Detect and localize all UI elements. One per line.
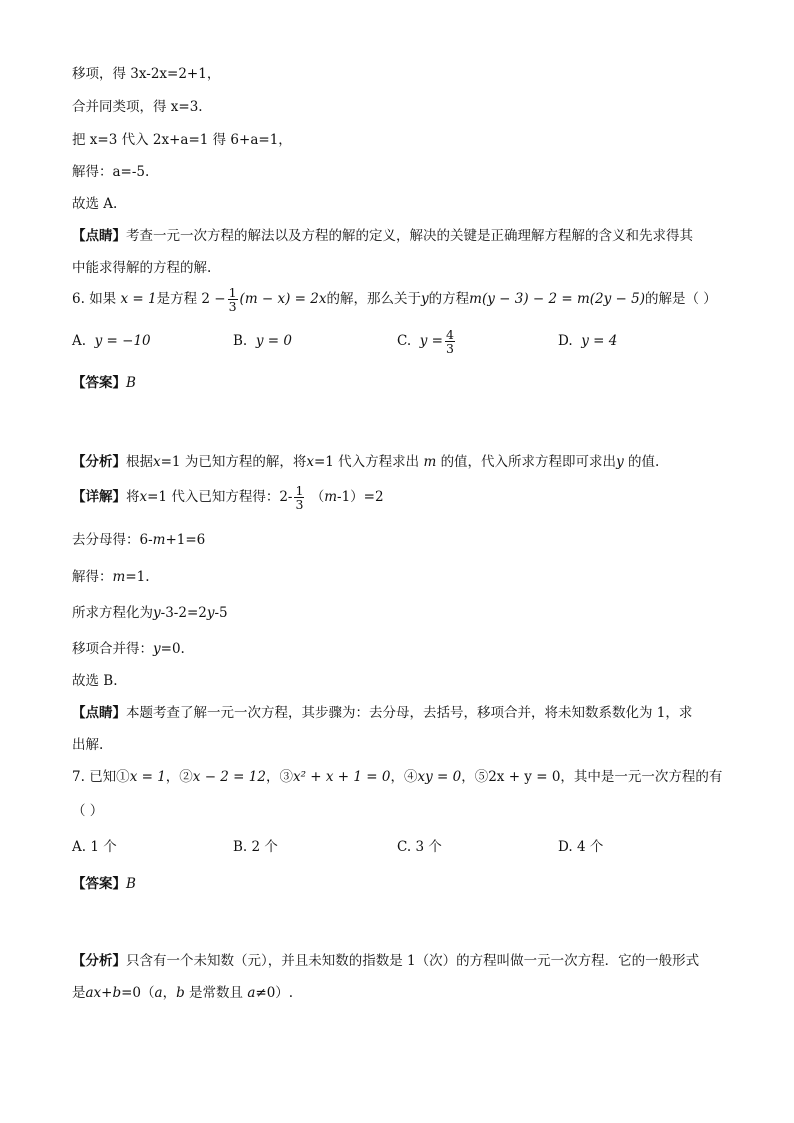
math-expression: x = 1: [120, 291, 157, 307]
option-c: C. y = $\frac{4}{3}$: [397, 327, 454, 356]
answer-tag: 【答案】: [72, 375, 126, 391]
math-expression: (m − x) = 2x: [239, 291, 327, 307]
solution-line: 把 x=3 代入 2x+a=1 得 6+a=1，: [72, 132, 292, 148]
note-text: 考查一元一次方程的解法以及方程的解的定义，解决的关键是正确理解方程解的含义和先求得其: [126, 228, 693, 244]
option-d: D. y = 4: [558, 333, 618, 349]
note-paragraph: [72, 226, 693, 246]
question-text: 的解是（ ）: [645, 291, 717, 307]
note-tag: 【点睛】: [72, 228, 126, 244]
answer-line: 【答案】B: [72, 876, 136, 892]
analysis-paragraph: 【分析】只含有一个未知数（元），并且未知数的指数是 1（次）的方程叫做一元一次方程．它的一般形式: [72, 953, 700, 969]
math-variable: y: [421, 291, 429, 307]
analysis-paragraph-cont: 是ax+b=0（a，b 是常数且 a≠0）.: [72, 985, 294, 1001]
analysis-paragraph: 【分析】根据x=1 为已知方程的解，将x=1 代入方程求出 m 的值，代入所求方程即可求出y 的值.: [72, 454, 660, 470]
option-d: D. 4 个: [558, 839, 604, 855]
question-text: 的解，那么关于: [326, 291, 421, 307]
question-text: 如果: [89, 291, 117, 307]
step-line: 解得：m=1.: [72, 569, 150, 585]
answer-line: [72, 373, 136, 393]
option-a: A. 1 个: [72, 839, 117, 855]
fraction-denominator: 3: [228, 299, 237, 314]
solution-line: 故选 A.: [72, 196, 118, 212]
solution-line: 解得：a=-5.: [72, 164, 150, 180]
option-b: B. y = 0: [233, 333, 292, 349]
question-7: 7. 已知①x = 1，②x − 2 = 12，③x² + x + 1 = 0，④xy = 0，⑤2x + y = 0，其中是一元一次方程的有: [72, 769, 723, 785]
question-number: 6.: [72, 291, 85, 307]
question-6: [72, 286, 717, 313]
answer-value: B: [126, 375, 136, 391]
fraction: [228, 286, 238, 313]
option-c: C. 3 个: [397, 839, 442, 855]
option-a: A. y = −10: [72, 333, 151, 349]
note-paragraph-cont: 出解.: [72, 737, 104, 753]
detail-paragraph: 【详解】将x=1 代入已知方程得：2- $\frac{1}{3}$ （m-1）=2: [72, 483, 384, 512]
fraction: $\frac{1}{3}$: [295, 483, 304, 512]
math-expression: m(y − 3) − 2 = m(2y − 5): [469, 291, 645, 307]
solution-line: 移项，得 3x-2x=2+1，: [72, 66, 221, 82]
step-line: 去分母得：6-m+1=6: [72, 532, 206, 548]
step-line: 移项合并得：y=0.: [72, 641, 185, 657]
question-7-paren: （ ）: [72, 803, 104, 819]
fraction: $\frac{4}{3}$: [445, 327, 454, 356]
step-line: 故选 B.: [72, 673, 118, 689]
note-paragraph: 【点睛】本题考查了解一元一次方程，其步骤为：去分母，去括号，移项合并，将未知数系数化为 1，求: [72, 705, 693, 721]
math-expression: 2 −: [201, 291, 226, 307]
fraction-numerator: 1: [228, 285, 237, 300]
step-line: 所求方程化为y-3-2=2y-5: [72, 605, 228, 621]
question-text: 是方程: [156, 291, 198, 307]
option-b: B. 2 个: [233, 839, 278, 855]
note-paragraph-cont: 中能求得解的方程的解.: [72, 260, 212, 276]
question-text: 的方程: [428, 291, 470, 307]
solution-line: 合并同类项，得 x=3.: [72, 99, 203, 115]
